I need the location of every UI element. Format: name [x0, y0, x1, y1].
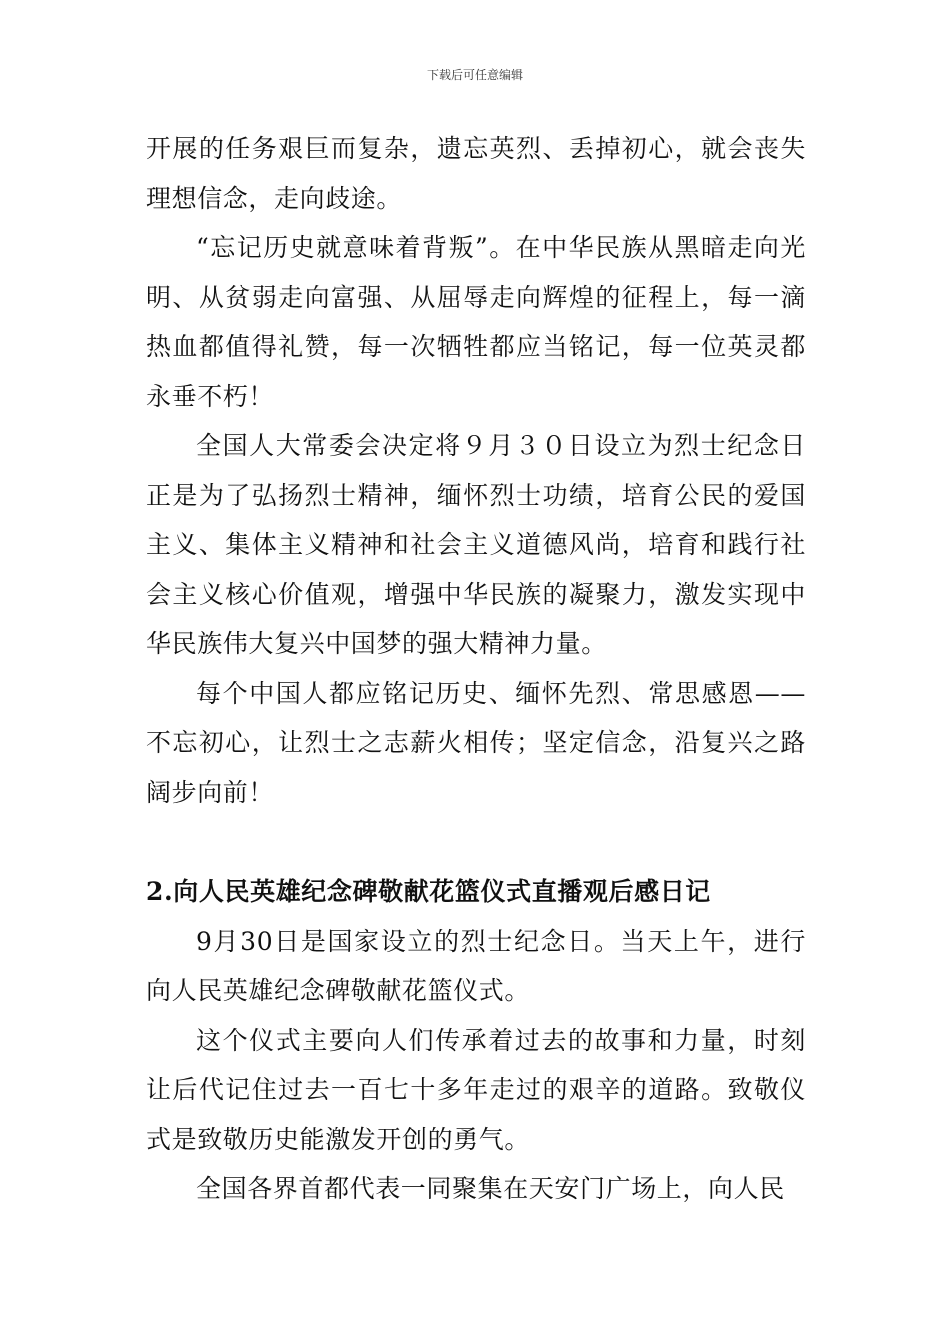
- paragraph-ceremony-meaning: 这个仪式主要向人们传承着过去的故事和力量，时刻让后代记住过去一百七十多年走过的艰辛的道路。致敬仪式是致敬历史能激发开创的勇气。: [146, 1025, 806, 1154]
- section-title: 2.向人民英雄纪念碑敬献花篮仪式直播观后感日记: [146, 877, 711, 906]
- page-header-note: 下载后可任意编辑: [426, 68, 523, 82]
- paragraph-continuation: 开展的任务艰巨而复杂，遗忘英烈、丢掉初心，就会丧失理想信念，走向歧途。: [146, 134, 806, 213]
- paragraph-representatives: 全国各界首都代表一同聚集在天安门广场上，向人民: [196, 1174, 785, 1203]
- document-body: [146, 124, 806, 1214]
- paragraph-remember-history: 每个中国人都应铭记历史、缅怀先烈、常思感恩——不忘初心，让烈士之志薪火相传；坚定信念，沿复兴之路阔步向前！: [146, 678, 806, 807]
- paragraph-martyrs-day: 全国人大常委会决定将９月３０日设立为烈士纪念日正是为了弘扬烈士精神，缅怀烈士功绩，培育公民的爱国主义、集体主义精神和社会主义道德风尚，培育和践行社会主义核心价值观，增强中华民族的凝聚力，激发实现中华民族伟大复兴中国梦的强大精神力量。: [146, 431, 806, 658]
- paragraph-history-quote: “忘记历史就意味着背叛”。在中华民族从黑暗走向光明、从贫弱走向富强、从屈辱走向辉煌的征程上，每一滴热血都值得礼赞，每一次牺牲都应当铭记，每一位英灵都永垂不朽！: [146, 233, 806, 411]
- paragraph-ceremony-date: 9月30日是国家设立的烈士纪念日。当天上午，进行向人民英雄纪念碑敬献花篮仪式。: [146, 926, 806, 1005]
